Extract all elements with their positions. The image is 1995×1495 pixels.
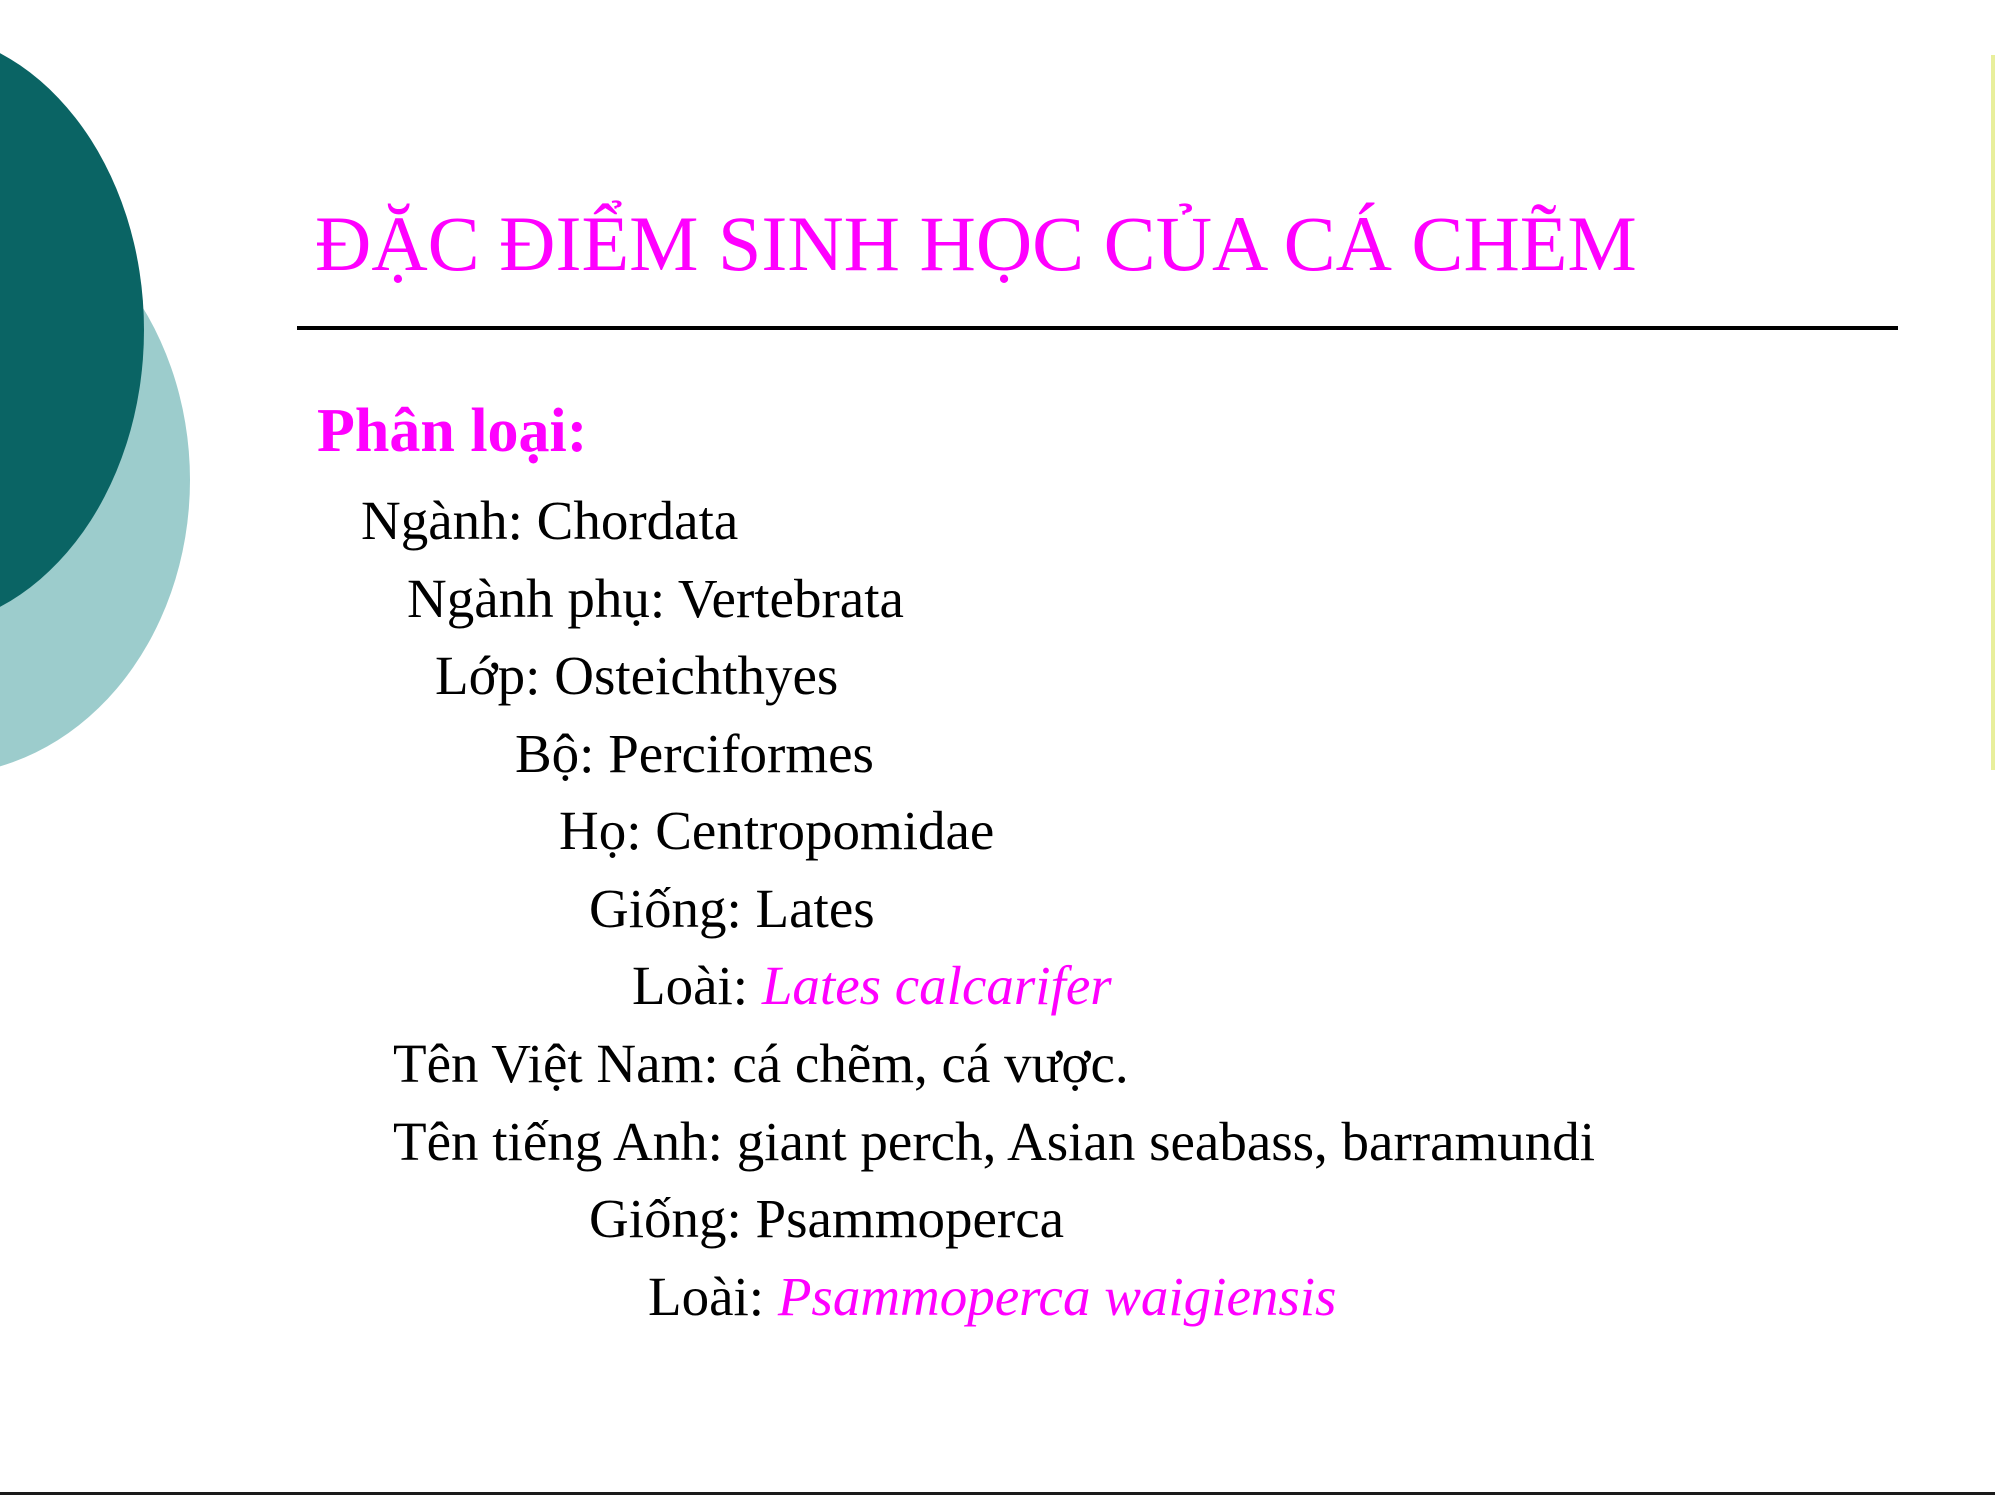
taxonomy-row-phylum — [361, 490, 739, 551]
row-value: Vertebrata — [677, 568, 904, 629]
taxonomy-row-genus-2 — [589, 1188, 1065, 1249]
taxonomy-row-species-2 — [648, 1266, 1337, 1327]
row-value: Lates — [755, 878, 875, 939]
row-label: Loài: — [648, 1266, 778, 1327]
decorative-circles — [0, 0, 200, 800]
row-value-scientific: Lates calcarifer — [761, 955, 1112, 1016]
taxonomy-row-class — [435, 645, 839, 706]
row-value: giant perch, Asian seabass, barramundi — [736, 1111, 1596, 1172]
row-label: Tên Việt Nam: — [393, 1033, 733, 1094]
row-label: Họ: — [559, 800, 656, 861]
right-edge-accent — [1991, 55, 1995, 770]
vietnamese-name-row — [393, 1033, 1129, 1094]
row-label: Lớp: — [435, 645, 555, 706]
row-value-scientific: Psammoperca waigiensis — [777, 1266, 1337, 1327]
taxonomy-row-species — [632, 955, 1112, 1016]
title-divider — [297, 326, 1898, 330]
row-label: Tên tiếng Anh: — [393, 1111, 737, 1172]
english-name-row — [393, 1111, 1596, 1172]
slide-title: ĐẶC ĐIỂM SINH HỌC CỦA CÁ CHẼM — [315, 200, 1637, 287]
row-label: Ngành: — [361, 490, 537, 551]
row-value: cá chẽm, cá vược. — [732, 1033, 1129, 1094]
taxonomy-row-order — [515, 723, 874, 784]
row-value: Chordata — [536, 490, 739, 551]
row-label: Giống: — [589, 878, 756, 939]
row-value: Perciformes — [608, 723, 874, 784]
row-value: Osteichthyes — [554, 645, 839, 706]
row-label: Ngành phụ: — [407, 568, 678, 629]
taxonomy-row-genus — [589, 878, 875, 939]
taxonomy-row-family — [559, 800, 995, 861]
row-value: Centropomidae — [655, 800, 995, 861]
row-value: Psammoperca — [755, 1188, 1065, 1249]
taxonomy-row-subphylum — [407, 568, 904, 629]
row-label: Loài: — [632, 955, 762, 1016]
section-heading: Phân loại: — [317, 397, 588, 465]
row-label: Bộ: — [515, 723, 609, 784]
row-label: Giống: — [589, 1188, 756, 1249]
